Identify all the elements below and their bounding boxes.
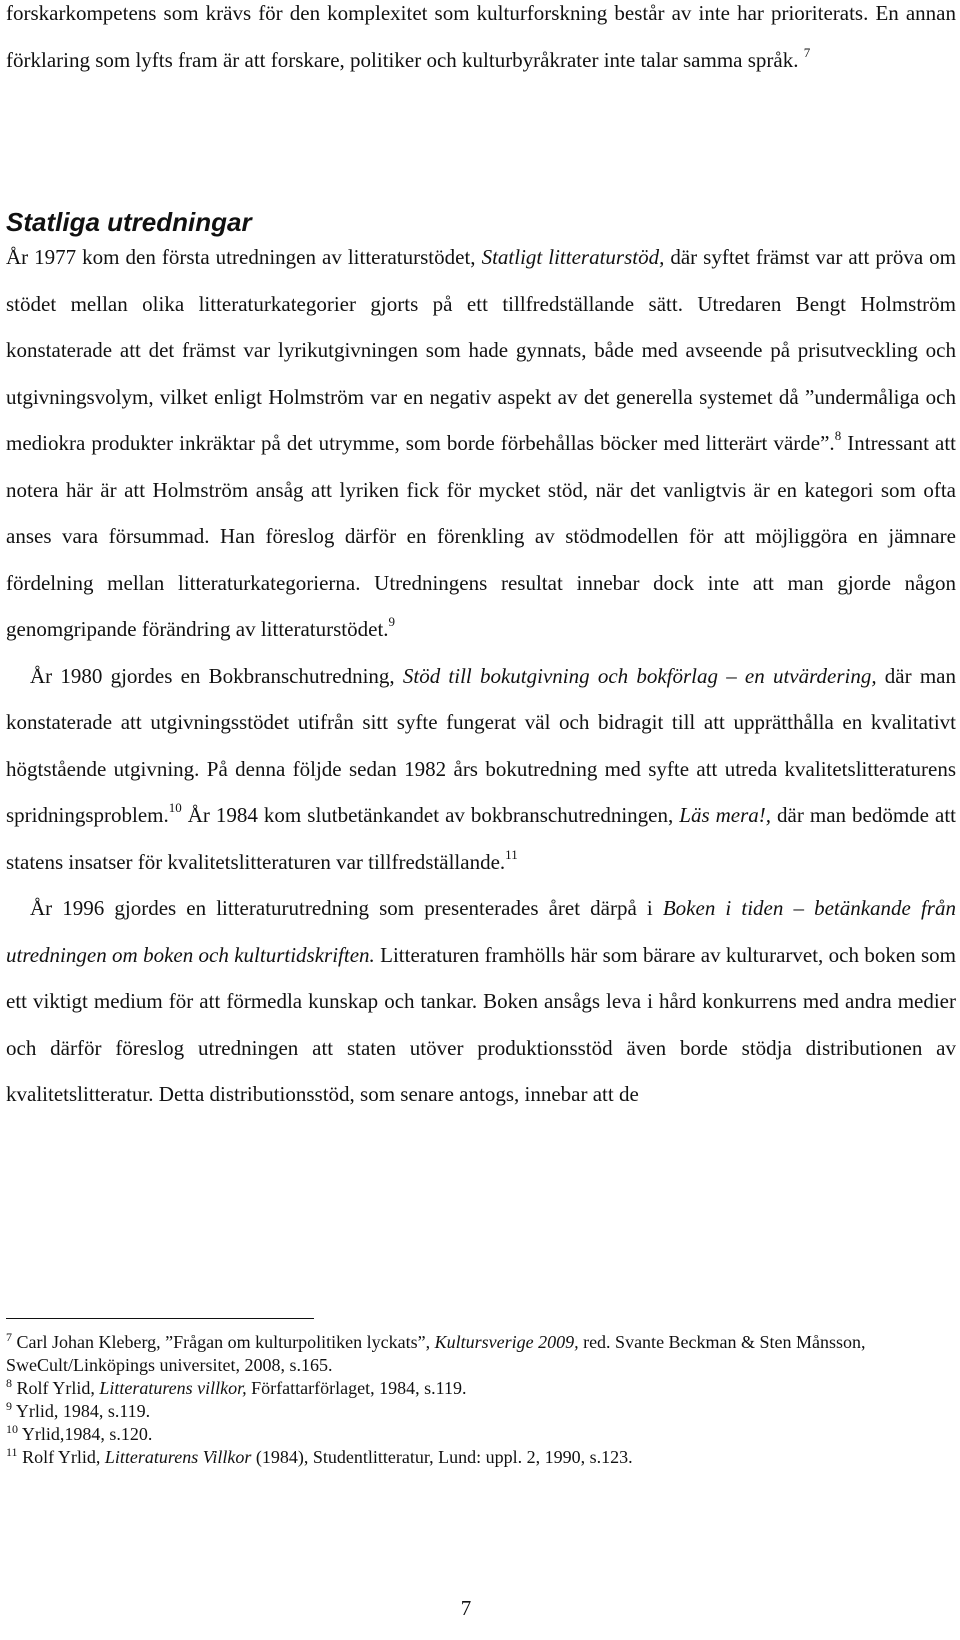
- page-number: 7: [460, 1596, 472, 1620]
- footnote-divider: [6, 1318, 314, 1319]
- footnote-text: Rolf Yrlid,: [12, 1378, 100, 1398]
- footnote-ref-10[interactable]: 10: [168, 800, 182, 815]
- footnote-number: 10: [6, 1422, 18, 1436]
- intro-text: forskarkompetens som krävs för den komplexitet som kulturforskning består av inte har prioriterats. En annan förklaring som lyfts fram är att forskare, politiker och kulturbyråkrater inte talar samma språk.: [6, 1, 956, 72]
- footnote-number: 8: [6, 1376, 12, 1390]
- footnote-11: [6, 1446, 956, 1469]
- footnotes: [6, 1318, 956, 1469]
- footnote-text: red. Svante Beckman & Sten Månsson, SweCult/Linköpings universitet, 2008, s.165.: [6, 1332, 866, 1375]
- paragraph-text: där man konstaterade att utgivningsstödet utifrån sitt syfte fungerat väl och bidragit till att upprätthålla en kvalitativt högtstående utgivning. På denna följde sedan 1982 års bokutredning med syfte att utreda kvalitetslitteraturens spridningsproblem.: [6, 663, 956, 827]
- footnote-title: Kultursverige 2009,: [434, 1332, 579, 1352]
- footnote-title: Litteraturens Villkor: [104, 1447, 252, 1467]
- footnote-ref-9[interactable]: 9: [388, 614, 396, 629]
- footnote-10: [6, 1423, 956, 1446]
- report-title: Läs mera!,: [679, 803, 772, 827]
- report-title: Stöd till bokutgivning och bokförlag – en utvärdering,: [402, 663, 877, 688]
- footnote-7: [6, 1331, 956, 1377]
- report-title: Statligt litteraturstöd,: [481, 245, 665, 269]
- paragraph-text: År 1980 gjordes en Bokbranschutredning,: [30, 663, 403, 688]
- footnote-ref-8[interactable]: 8: [834, 428, 842, 443]
- paragraph-1977: [6, 234, 956, 653]
- paragraph-text: Intressant att notera här är att Holmström ansåg att lyriken fick för mycket stöd, när det vanligtvis är en kategori som ofta anses vara försummad. Han föreslog därför en förenkling av stödmodellen för att möjliggöra en jämnare fördelning mellan litteraturkategorierna. Utredningens resultat innebar dock inte att man gjorde någon genomgripande förändring av litteraturstödet.: [6, 431, 956, 641]
- footnote-number: 11: [6, 1445, 18, 1459]
- paragraph-text: där man bedömde att statens insatser för kvalitetslitteraturen var tillfredställande.: [6, 803, 956, 874]
- paragraph-text: År 1977 kom den första utredningen av litteraturstödet,: [6, 245, 482, 269]
- document-page: [6, 0, 958, 1640]
- paragraph-text: där syftet främst var att pröva om stödet mellan olika litteraturkategorier gjorts på ett tillfredställande sätt. Utredaren Bengt Holmström konstaterade att det främst var lyrikutgivningen som hade gynnats, både med avseende på prisutveckling och utgivningsvolym, vilket enligt Holmström var en negativ aspekt av det generella systemet då ”undermåliga och mediokra produkter inkräktar på det utrymme, som borde förbehållas böcker med litterärt värde”.: [6, 245, 956, 455]
- paragraph-text: År 1984 kom slutbetänkandet av bokbranschutredningen,: [181, 803, 680, 827]
- footnote-text: Yrlid, 1984, s.119.: [12, 1401, 151, 1421]
- footnote-title: Litteraturens villkor,: [99, 1378, 247, 1398]
- footnote-text: Yrlid,1984, s.120.: [18, 1424, 153, 1444]
- paragraph-1996: [6, 885, 956, 1118]
- section-body: [6, 234, 956, 1118]
- footnote-ref-11[interactable]: 11: [505, 846, 518, 862]
- paragraph-text: Litteraturen framhölls här som bärare av kulturarvet, och boken som ett viktigt medium för att förmedla kunskap och tankar. Boken ansågs leva i hård konkurrens med andra medier och därför föreslog utredningen att staten utöver produktionsstöd även borde stödja distributionen av kvalitetslitteratur. Detta distributionsstöd, som senare antogs, innebar att de: [6, 942, 956, 1106]
- footnote-number: 9: [6, 1399, 12, 1413]
- footnote-9: [6, 1400, 956, 1423]
- footnote-text: (1984), Studentlitteratur, Lund: uppl. 2, 1990, s.123.: [251, 1447, 633, 1467]
- footnote-text: Carl Johan Kleberg, ”Frågan om kulturpolitiken lyckats”,: [12, 1332, 435, 1352]
- intro-paragraph: [6, 0, 956, 83]
- footnote-8: [6, 1377, 956, 1400]
- footnote-text: Författarförlaget, 1984, s.119.: [246, 1378, 467, 1398]
- report-title: Boken i tiden – betänkande från utredningen om boken och kulturtidskriften.: [6, 896, 956, 967]
- footnote-number: 7: [6, 1330, 12, 1344]
- section-heading: Statliga utredningar: [6, 207, 252, 237]
- paragraph-text: År 1996 gjordes en litteraturutredning som presenterades året därpå i: [30, 896, 663, 920]
- footnote-text: Rolf Yrlid,: [17, 1447, 105, 1467]
- footnote-ref-7[interactable]: 7: [803, 44, 811, 60]
- paragraph-1980: [6, 653, 956, 886]
